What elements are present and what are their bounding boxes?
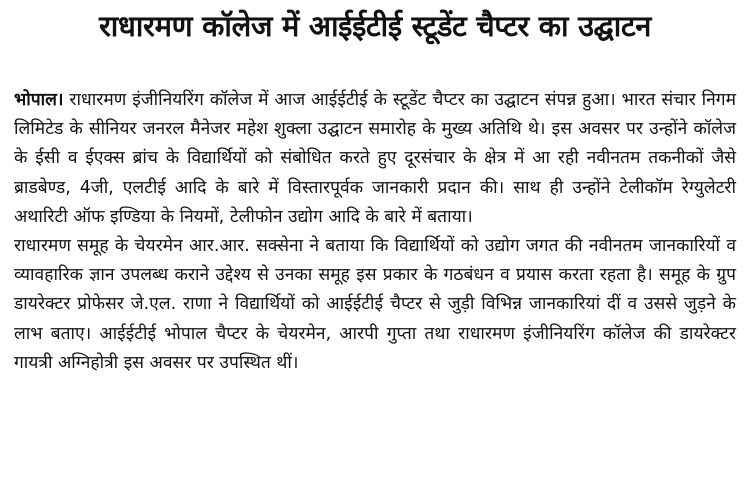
headline: राधारमण कॉलेज में आईईटीई स्टूडेंट चैप्टर का उद्घाटन: [98, 9, 652, 43]
paragraph-1-text: राधारमण इंजीनियरिंग कॉलेज में आज आईईटीई के स्टूडेंट चैप्टर का उद्घाटन संपन्न हुआ। भारत संचार निगम लिमिटेड के सीनियर जनरल मैनेजर महेश शुक्ला उद्घाटन समारोह के मुख्य अतिथि थे। इस अवसर पर उन्होंने कॉलेज के ईसी व ईएक्स ब्रांच के विद्यार्थियों को संबोधित करते हुए दूरसंचार के क्षेत्र में आ रही नवीनतम तकनीकों जैसे ब्राडबेण्ड, 4जी, एलटीई आदि के बारे में विस्तारपूर्वक जानकारी प्रदान की। साथ ही उन्होंने टेलीकॉम रेग्युलेटरी अथारिटी ऑफ इण्डिया के नियमों, टेलीफोन उद्योग आदि के बारे में बताया।: [14, 90, 736, 227]
dateline: भोपाल।: [14, 90, 64, 110]
paragraph-1: [14, 86, 736, 232]
paragraph-2: राधारमण समूह के चेयरमेन आर.आर. सक्सेना ने बताया कि विद्यार्थियों को उद्योग जगत की नवीनतम जानकारियों व व्यावहारिक ज्ञान उपलब्ध कराने उद्देश्य से उनका समूह इस प्रकार के गठबंधन व प्रयास करता रहता है। समूह के ग्रुप डायरेक्टर प्रोफेसर जे.एल. राणा ने विद्यार्थियों को आईईटीई चैप्टर से जुड़ी विभिन्न जानकारियां दीं व उससे जुड़ने के लाभ बताए। आईईटीई भोपाल चैप्टर के चेयरमेन, आरपी गुप्ता तथा राधारमण इंजीनियरिंग कॉलेज की डायरेक्टर गायत्री अग्निहोत्री इस अवसर पर उपस्थित थीं।: [14, 236, 736, 373]
article-body: [14, 86, 736, 378]
